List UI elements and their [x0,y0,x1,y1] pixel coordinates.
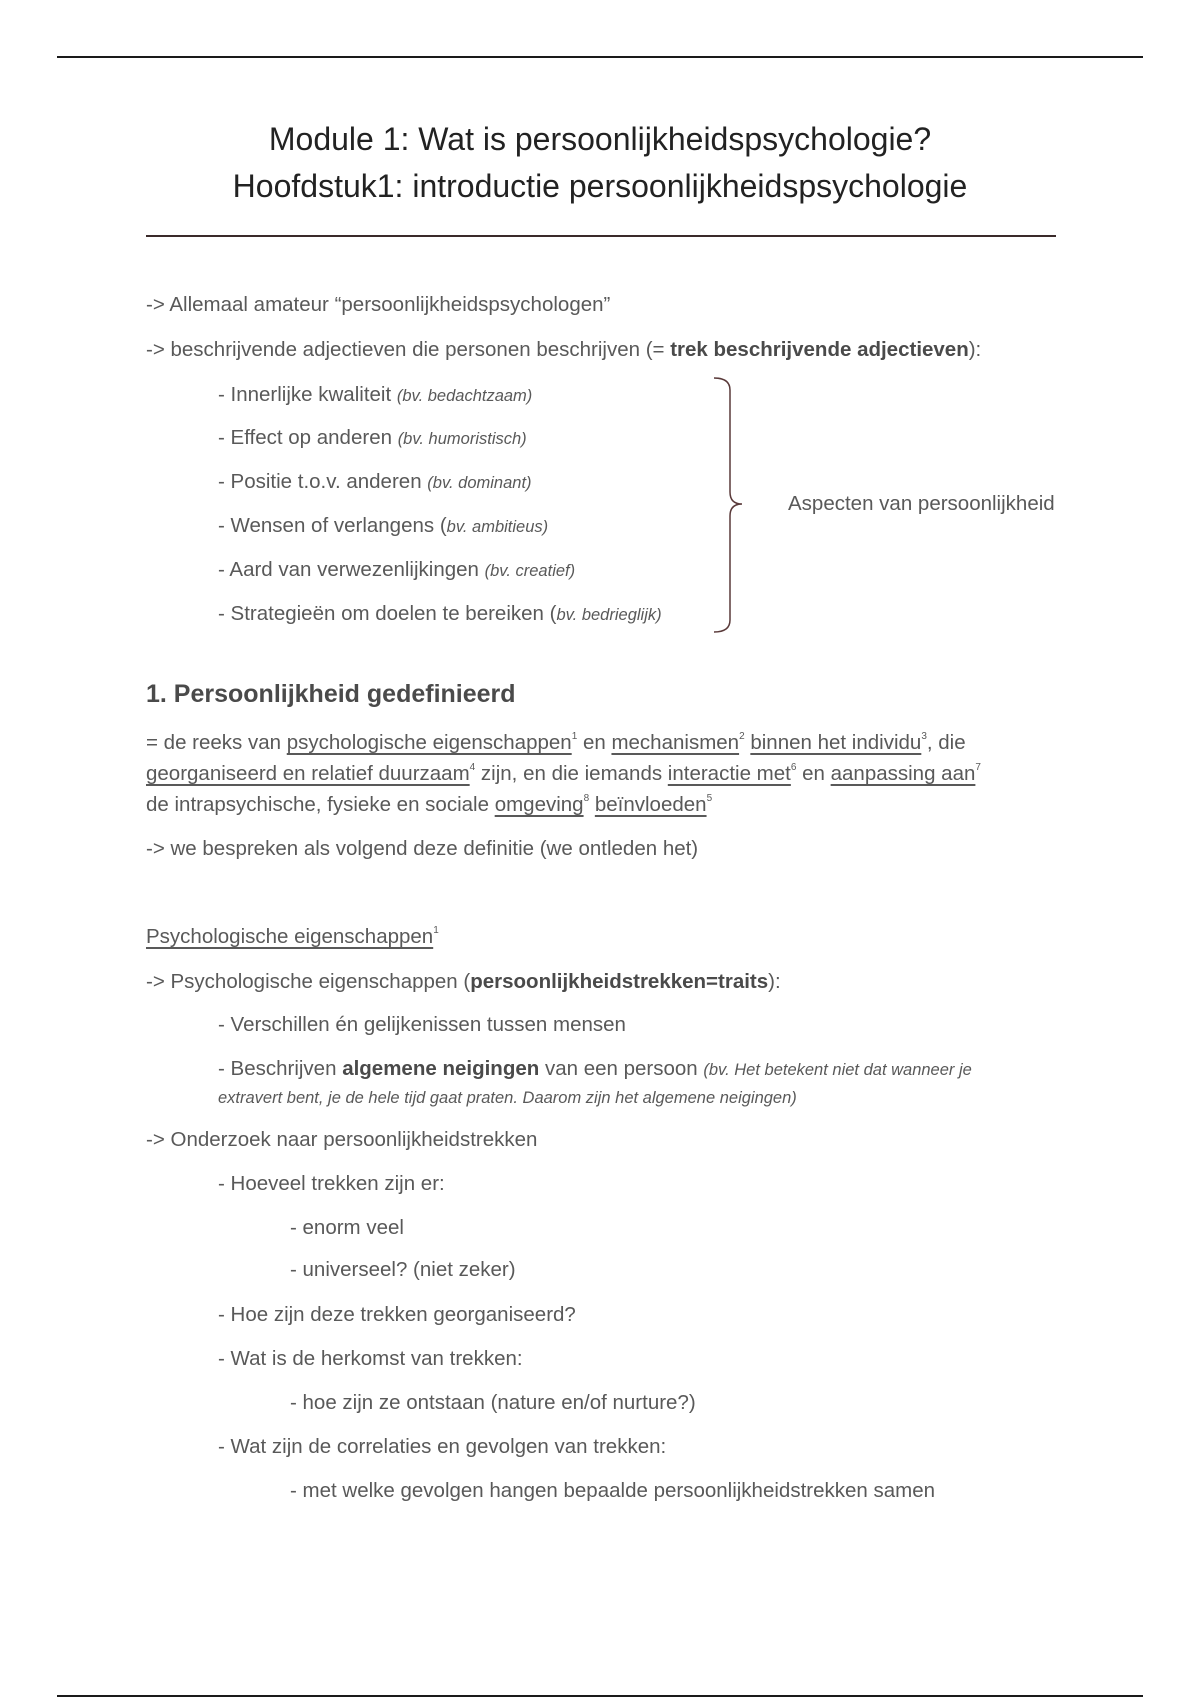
traits-item-2-cont: extravert bent, je de hele tijd gaat praten. Daarom zijn het algemene neigingen) [218,1089,797,1107]
top-rule [57,56,1143,58]
title-underline [146,235,1056,237]
intro-line-2: -> beschrijvende adjectieven die personen beschrijven (= trek beschrijvende adjectieven): [146,338,982,361]
bold-term: trek beschrijvende adjectieven [670,338,969,361]
answer-4a: - met welke gevolgen hangen bepaalde persoonlijkheidstrekken samen [290,1479,936,1502]
definition-line-3: de intrapsychische, fysieke en sociale omgeving$^8$ beïnvloeden$^5$ [146,793,713,816]
research-line: -> Onderzoek naar persoonlijkheidstrekken [146,1128,538,1151]
aspect-item: - Positie t.o.v. anderen (bv. dominant) [218,470,532,493]
definition-line-2: georganiseerd en relatief duurzaam$^4$ zijn, en die iemands interactie met$^6$ en aanpassing aan$^7$ [146,762,981,785]
curly-bracket [712,376,752,636]
definition-line-1: = de reeks van psychologische eigenschappen$^1$ en mechanismen$^2$ binnen het individu$^3$, die [146,731,966,754]
question-3: - Wat is de herkomst van trekken: [218,1347,523,1370]
aspect-item: - Strategieën om doelen te bereiken (bv. bedrieglijk) [218,602,662,625]
traits-item-1: - Verschillen én gelijkenissen tussen mensen [218,1013,626,1036]
section-heading: 1. Persoonlijkheid gedefinieerd [146,680,516,708]
question-4: - Wat zijn de correlaties en gevolgen van trekken: [218,1435,667,1458]
title-line-2: Hoofdstuk1: introductie persoonlijkheidspsychologie [232,168,968,204]
traits-line-1: -> Psychologische eigenschappen (persoonlijkheidstrekken=traits): [146,970,781,993]
aspect-item: - Aard van verwezenlijkingen (bv. creatief) [218,558,576,581]
traits-item-2: - Beschrijven algemene neigingen van een persoon (bv. Het betekent niet dat wanneer je [218,1057,972,1080]
title-line-1: Module 1: Wat is persoonlijkheidspsychologie? [268,121,932,157]
aspects-label: Aspecten van persoonlijkheid [788,492,1055,515]
definition-followup: -> we bespreken als volgend deze definitie (we ontleden het) [146,837,699,860]
subheading-traits: Psychologische eigenschappen$^1$ [146,925,439,948]
question-1: - Hoeveel trekken zijn er: [218,1172,445,1195]
answer-1b: - universeel? (niet zeker) [290,1258,516,1281]
aspect-item: - Effect op anderen (bv. humoristisch) [218,426,527,449]
aspect-item: - Innerlijke kwaliteit (bv. bedachtzaam) [218,383,533,406]
answer-3a: - hoe zijn ze ontstaan (nature en/of nurture?) [290,1391,696,1414]
bottom-rule [57,1695,1143,1697]
answer-1a: - enorm veel [290,1216,404,1239]
intro-line-1: -> Allemaal amateur “persoonlijkheidspsychologen” [146,293,611,316]
aspect-item: - Wensen of verlangens (bv. ambitieus) [218,514,549,537]
question-2: - Hoe zijn deze trekken georganiseerd? [218,1303,576,1326]
